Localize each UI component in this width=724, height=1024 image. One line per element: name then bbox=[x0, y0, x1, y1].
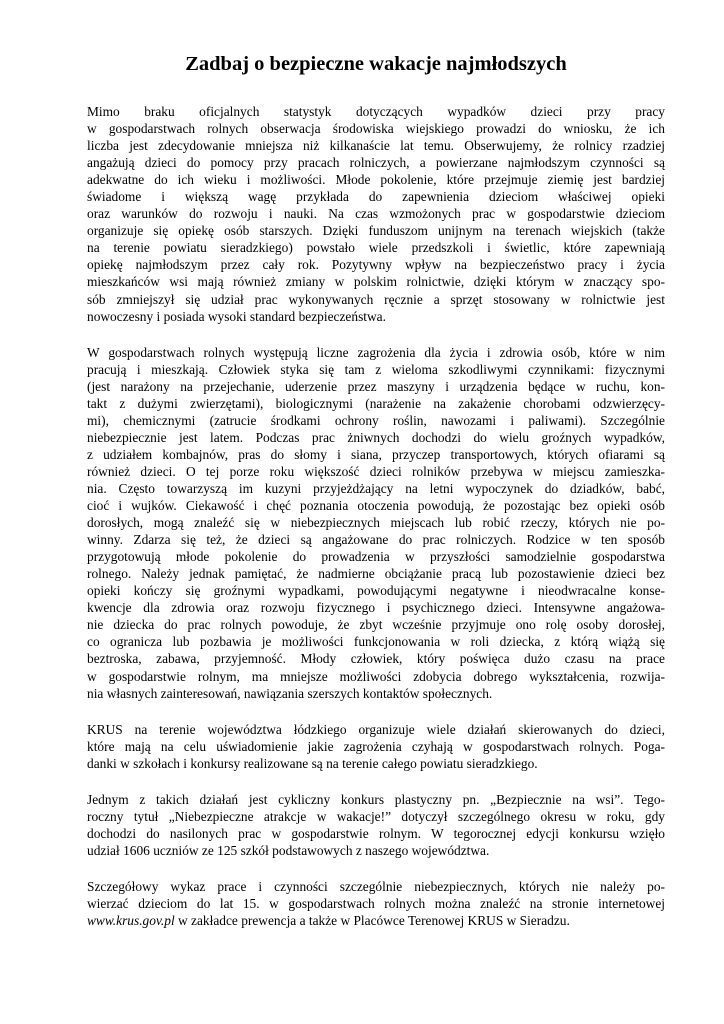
paragraph-line: (jest narażony na przejechanie, uderzenie przez maszyny i urządzenia będące w ruchu, kon- bbox=[87, 378, 665, 394]
paragraph-line: oraz warunków do rozwoju i nauki. Na czas wzmożonych prac w gospodarstwie dzieciom bbox=[87, 206, 665, 222]
paragraph-line: świadome i większą wagę przykłada do zapewnienia dzieciom właściwej opieki bbox=[87, 189, 665, 205]
paragraph-line: dorosłych, mogą znaleźć się w niebezpiecznych miejscach lub robić rzeczy, których nie po- bbox=[87, 515, 665, 531]
paragraph-line: Szczegółowy wykaz prace i czynności szczególnie niebezpiecznych, których nie należy po- bbox=[87, 878, 665, 894]
paragraph-line: Jednym z takich działań jest cykliczny konkurs plastyczny pn. „Bezpiecznie na wsi”. Tego- bbox=[87, 791, 665, 807]
paragraph-1 bbox=[87, 103, 665, 325]
paragraph-2 bbox=[87, 344, 665, 702]
paragraph-line: wierzać dzieciom do lat 15. w gospodarstwach rolnych można znaleźć na stronie internetowej bbox=[87, 895, 665, 911]
paragraph-line-rest: w zakładce prewencja a także w Placówce Terenowej KRUS w Sieradzu. bbox=[174, 913, 570, 929]
paragraph-line: mieszkańców wsi mają również zmiany w polskim rolnictwie, dzięki którym w znaczący spo- bbox=[87, 274, 665, 290]
paragraph-line: na terenie powiatu sieradzkiego) powstało wiele przedszkoli i świetlic, które zapewniają bbox=[87, 240, 665, 256]
paragraph-line: beztroska, zabawa, przyjemność. Młody człowiek, który poświęca dużo czasu na prace bbox=[87, 651, 665, 667]
paragraph-line: liczba jest zdecydowanie mniejsza niż kilkanaście lat temu. Obserwujemy, że rolnicy rzadziej bbox=[87, 138, 665, 154]
paragraph-line: z udziałem kombajnów, pras do słomy i siana, przyczep transportowych, których ofiarami są bbox=[87, 446, 665, 462]
paragraph-line: Mimo braku oficjalnych statystyk dotyczących wypadków dzieci przy pracy bbox=[87, 104, 665, 119]
paragraph-line: opieki kończy się groźnymi wypadkami, powodującymi negatywne i nieodwracalne konse- bbox=[87, 583, 665, 599]
paragraph-line: które mają na celu uświadomienie jakie zagrożenia czyhają w gospodarstwach rolnych. Poga- bbox=[87, 738, 665, 754]
paragraph-line: dochodzi do nasilonych prac w gospodarstwie rolnym. W tegorocznej edycji konkursu wzięło bbox=[87, 825, 665, 841]
paragraph-line: niebezpiecznie jest latem. Podczas prac żniwnych dochodzi do wielu groźnych wypadków, bbox=[87, 429, 665, 445]
paragraph-5 bbox=[87, 878, 665, 929]
paragraph-line: pracują i mieszkają. Człowiek styka się tam z wieloma szkodliwymi czynnikami: fizycznymi bbox=[87, 361, 665, 377]
paragraph-line: W gospodarstwach rolnych występują liczne zagrożenia dla życia i zdrowia osób, które w nim bbox=[87, 344, 665, 360]
paragraph-line: KRUS na terenie województwa łódzkiego organizuje wiele działań skierowanych do dzieci, bbox=[87, 721, 665, 737]
paragraph-line: danki w szkołach i konkursy realizowane są na terenie całego powiatu sieradzkiego. bbox=[87, 755, 538, 771]
paragraph-line: również dzieci. O tej porze roku większość dzieci rolników przebywa w miejscu zamieszka- bbox=[87, 463, 665, 479]
paragraph-line: nia własnych zainteresowań, nawiązania szerszych kontaktów społecznych. bbox=[87, 685, 493, 701]
paragraph-line-with-link bbox=[87, 912, 665, 929]
paragraph-line: nia. Często towarzyszą im kuzyni przyjeżdżający na letni wypoczynek do dziadków, babć, bbox=[87, 480, 665, 496]
paragraph-line: adekwatne do ich wieku i możliwości. Młode pokolenie, które przejmuje ziemię jest bardziej bbox=[87, 172, 665, 188]
document-title: Zadbaj o bezpieczne wakacje najmłodszych bbox=[185, 53, 567, 75]
document-page bbox=[87, 52, 665, 948]
paragraph-4 bbox=[87, 791, 665, 859]
paragraph-line: w gospodarstwie rolnym, ma mniejsze możliwości zdobycia dobrego wykształcenia, rozwija- bbox=[87, 668, 665, 684]
paragraph-line: sób zmniejszył się udział prac wykonywanych ręcznie a sprzęt stosowany w rolnictwie jest bbox=[87, 291, 665, 307]
paragraph-3 bbox=[87, 721, 665, 772]
paragraph-line: kwencje dla zdrowia oraz rozwoju fizycznego i psychicznego dzieci. Intensywne angażowa- bbox=[87, 600, 665, 616]
paragraph-line: roczny tytuł „Niebezpieczne atrakcje w wakacje!” dotyczył szczególnego okresu w roku, gdy bbox=[87, 808, 665, 824]
krus-website-link[interactable]: www.krus.gov.pl bbox=[87, 913, 175, 929]
paragraph-line: opiekę najmłodszym przez cały rok. Pozytywny wpływ na bezpieczeństwo pracy i życia bbox=[87, 257, 665, 273]
paragraph-line: takt z dużymi zwierzętami), biologicznymi (narażenie na zakażenie chorobami odzwierzęcy- bbox=[87, 395, 665, 411]
paragraph-line: cioć i wujków. Ciekawość i chęć poznania otoczenia powodują, że pozostając bez opieki osób bbox=[87, 498, 665, 514]
paragraph-line: angażują dzieci do pomocy przy pracach rolniczych, a powierzane najmłodszym czynności są bbox=[87, 155, 665, 171]
paragraph-line: nie dziecka do prac rolnych powoduje, że zbyt wcześnie przyjmuje ono rolę osoby dorosłej, bbox=[87, 617, 665, 633]
paragraph-line: mi), chemicznymi (zatrucie środkami ochrony roślin, nawozami i paliwami). Szczególnie bbox=[87, 412, 665, 428]
paragraph-line: przygotowują młode pokolenie do prowadzenia w przyszłości samodzielnie gospodarstwa bbox=[87, 549, 665, 565]
paragraph-line: winny. Zdarza się też, że dzieci są angażowane do prac rolniczych. Rodzice w ten sposób bbox=[87, 532, 665, 548]
paragraph-line: udział 1606 uczniów ze 125 szkół podstawowych z naszego województwa. bbox=[87, 842, 490, 858]
paragraph-line: organizuje się opiekę osób starszych. Dzięki funduszom unijnym na terenach wiejskich (także bbox=[87, 223, 665, 239]
paragraph-line: nowoczesny i posiada wysoki standard bezpieczeństwa. bbox=[87, 308, 386, 324]
paragraph-line: w gospodarstwach rolnych obserwacja środowiska wiejskiego prowadzi do wniosku, że ich bbox=[87, 121, 665, 137]
paragraph-line: co ogranicza lub pozbawia je możliwości funkcjonowania w roli dziecka, z którą wiążą się bbox=[87, 634, 665, 650]
paragraph-line: rolnego. Należy jednak pamiętać, że nadmierne obciążanie pracą lub pozostawienie dzieci bez bbox=[87, 566, 665, 582]
